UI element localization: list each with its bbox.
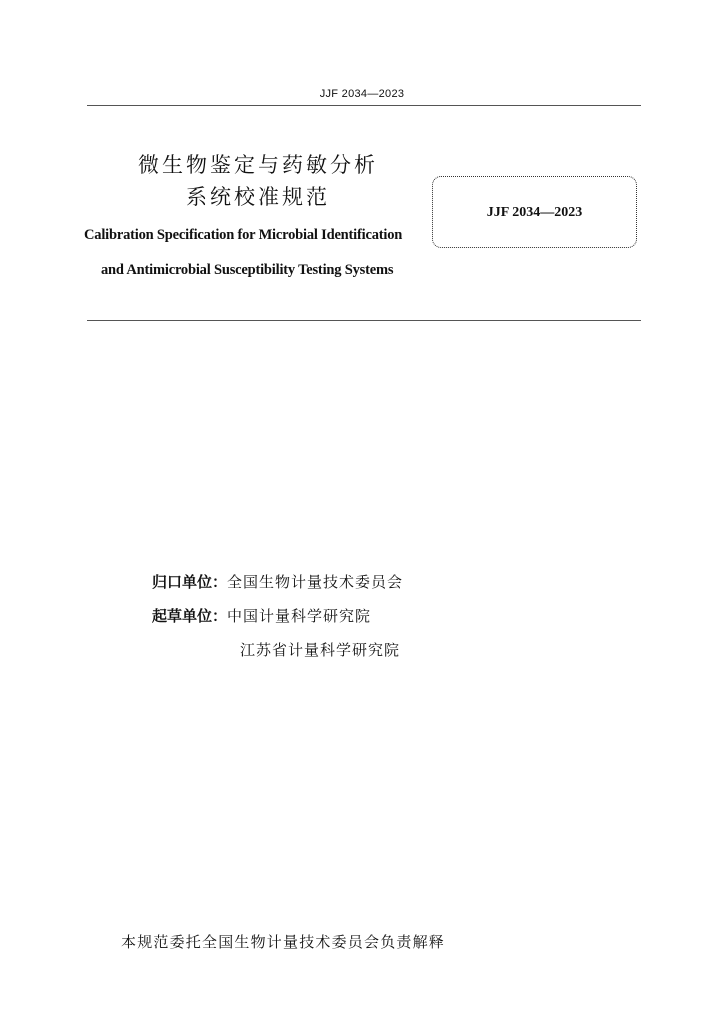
responsible-unit bbox=[152, 571, 403, 592]
drafting-unit-second bbox=[240, 639, 400, 660]
chinese-title-line-2: 系统校准规范 bbox=[186, 185, 330, 209]
interpretation-note: 本规范委托全国生物计量技术委员会负责解释 bbox=[121, 933, 446, 951]
top-divider bbox=[87, 105, 641, 106]
drafting-unit-value-2: 江苏省计量科学研究院 bbox=[240, 641, 401, 659]
bottom-divider bbox=[87, 320, 641, 321]
standard-code-box bbox=[432, 176, 637, 248]
english-title-line-2: and Antimicrobial Susceptibility Testing Systems bbox=[101, 262, 394, 278]
boxed-standard-code: JJF 2034—2023 bbox=[486, 205, 583, 220]
chinese-title-line-1: 微生物鉴定与药敏分析 bbox=[138, 153, 378, 177]
header-standard-code: JJF 2034—2023 bbox=[319, 88, 405, 100]
drafting-unit-value-1: 中国计量科学研究院 bbox=[227, 607, 372, 625]
responsible-unit-value: 全国生物计量技术委员会 bbox=[227, 573, 404, 591]
responsible-unit-label: 归口单位： bbox=[152, 573, 228, 591]
english-title-line-1: Calibration Specification for Microbial Identification bbox=[84, 227, 403, 243]
drafting-unit-label: 起草单位： bbox=[152, 607, 228, 625]
drafting-unit bbox=[152, 605, 371, 626]
